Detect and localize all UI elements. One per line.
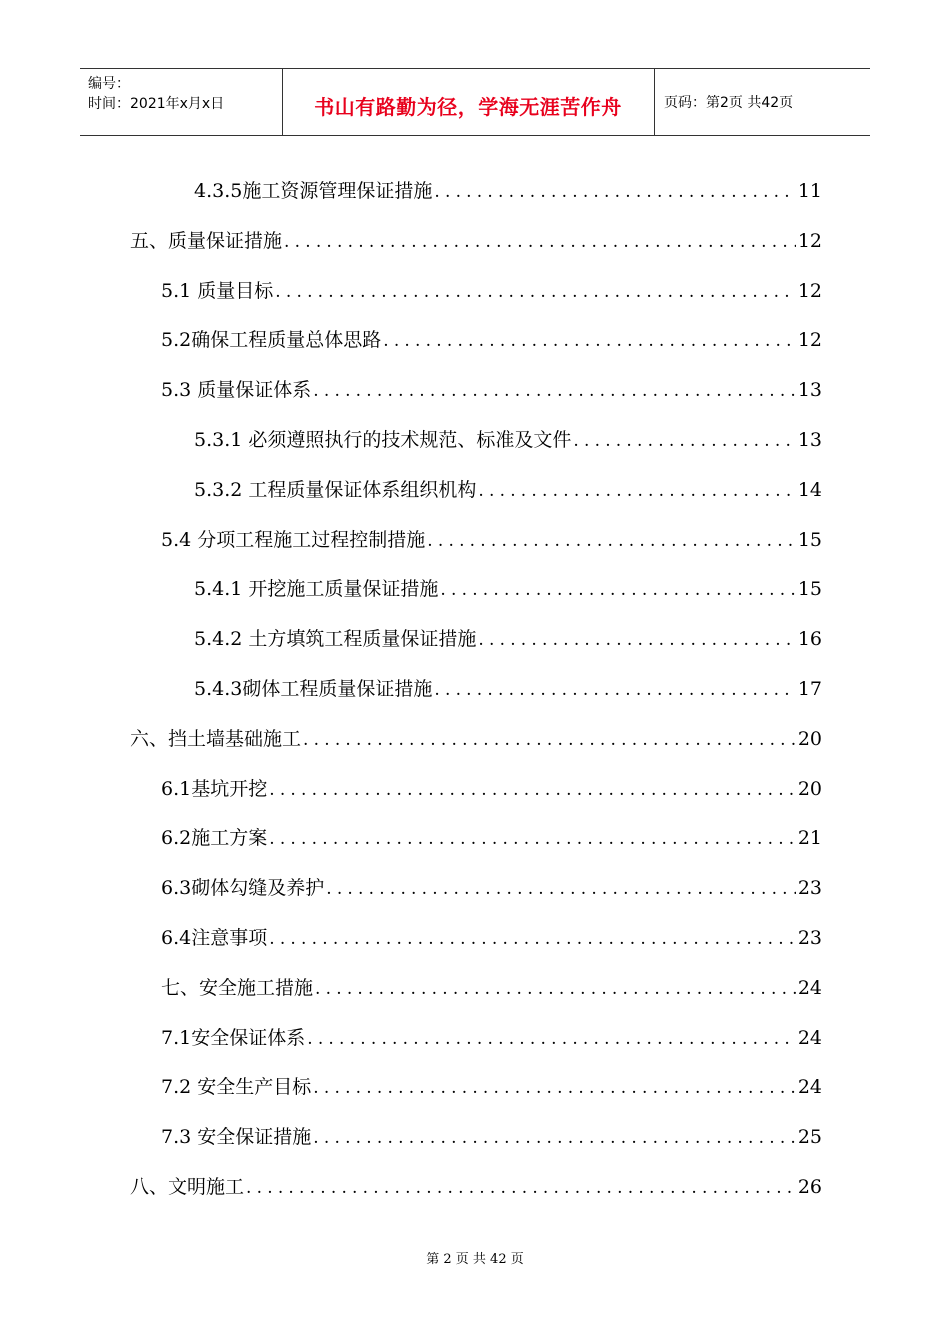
toc-entry[interactable] [161,873,822,903]
toc-entry[interactable] [194,425,822,455]
toc-entry-title: 7.1安全保证体系 [161,1027,306,1049]
toc-entry[interactable] [161,774,822,804]
toc-entry-title: 7.2 安全生产目标 [161,1076,312,1098]
toc-entry-page: 24 [797,1027,822,1049]
document-date: 时间：2021年x月x日 [88,96,225,112]
toc-leader-dots [440,575,795,605]
toc-entry[interactable] [130,724,822,754]
toc-entry-title: 6.2施工方案 [161,827,268,849]
page-footer: 第 2 页 共 42 页 [426,1252,524,1267]
toc-leader-dots [313,1123,796,1153]
toc-entry-page: 14 [797,479,822,501]
toc-entry-title: 6.4注意事项 [161,927,268,949]
toc-leader-dots [478,625,795,655]
toc-entry-title: 5.1 质量目标 [161,280,274,302]
toc-entry-title: 八、文明施工 [130,1176,245,1198]
toc-leader-dots [383,326,796,356]
toc-entry-title: 5.4.1 开挖施工质量保证措施 [194,578,439,600]
toc-entry[interactable] [194,624,822,654]
toc-leader-dots [303,725,796,755]
header-page-indicator: 页码：第2页 共42页 [664,95,794,111]
toc-leader-dots [315,974,796,1004]
toc-leader-dots [284,227,796,257]
toc-entry-title: 五、质量保证措施 [130,230,283,252]
toc-entry[interactable] [194,574,822,604]
toc-entry-page: 20 [797,728,822,750]
toc-entry-page: 11 [797,180,822,202]
toc-leader-dots [313,376,796,406]
toc-entry-title: 4.3.5施工资源管理保证措施 [194,180,433,202]
toc-entry-title: 5.4.2 土方填筑工程质量保证措施 [194,628,477,650]
toc-leader-dots [434,675,795,705]
toc-leader-dots [246,1173,796,1203]
toc-entry[interactable] [161,276,822,306]
toc-entry[interactable] [194,475,822,505]
toc-leader-dots [478,476,795,506]
toc-entry[interactable] [161,525,822,555]
toc-entry[interactable] [161,1023,822,1053]
toc-entry[interactable] [194,176,822,206]
toc-entry[interactable] [161,375,822,405]
toc-entry-page: 20 [797,778,822,800]
toc-leader-dots [427,526,796,556]
toc-entry-page: 17 [797,678,822,700]
toc-entry-title: 6.3砌体勾缝及养护 [161,877,325,899]
toc-leader-dots [269,775,796,805]
toc-entry-page: 12 [797,329,822,351]
toc-entry[interactable] [161,1122,822,1152]
toc-entry[interactable] [161,923,822,953]
toc-entry-title: 5.4.3砌体工程质量保证措施 [194,678,433,700]
toc-entry-page: 25 [797,1126,822,1148]
toc-entry-title: 7.3 安全保证措施 [161,1126,312,1148]
toc-leader-dots [275,277,796,307]
toc-entry-title: 5.3.2 工程质量保证体系组织机构 [194,479,477,501]
toc-leader-dots [434,177,795,207]
toc-entry-title: 七、安全施工措施 [161,977,314,999]
toc-entry-title: 5.4 分项工程施工过程控制措施 [161,529,426,551]
toc-entry-page: 12 [797,280,822,302]
toc-entry[interactable] [161,1072,822,1102]
toc-entry-page: 26 [797,1176,822,1198]
toc-entry-page: 23 [797,877,822,899]
toc-entry-page: 21 [797,827,822,849]
toc-entry[interactable] [161,973,822,1003]
toc-leader-dots [269,924,796,954]
toc-entry[interactable] [161,823,822,853]
toc-entry-page: 24 [797,977,822,999]
toc-leader-dots [307,1024,796,1054]
toc-entry[interactable] [194,674,822,704]
toc-entry[interactable] [161,325,822,355]
toc-entry[interactable] [130,226,822,256]
document-number-label: 编号： [88,76,130,92]
toc-entry-page: 23 [797,927,822,949]
toc-entry-page: 12 [797,230,822,252]
toc-entry-title: 5.2确保工程质量总体思路 [161,329,382,351]
toc-entry-page: 13 [797,379,822,401]
toc-entry-page: 13 [797,429,822,451]
header-motto: 书山有路勤为径，学海无涯苦作舟 [314,95,622,119]
toc-leader-dots [326,874,796,904]
toc-entry-title: 六、挡土墙基础施工 [130,728,302,750]
toc-entry-title: 5.3 质量保证体系 [161,379,312,401]
toc-entry-title: 5.3.1 必须遵照执行的技术规范、标准及文件 [194,429,572,451]
toc-entry-title: 6.1基坑开挖 [161,778,268,800]
toc-entry-page: 15 [797,529,822,551]
toc-entry-page: 15 [797,578,822,600]
toc-entry-page: 24 [797,1076,822,1098]
toc-entry-page: 16 [797,628,822,650]
toc-entry[interactable] [130,1172,822,1202]
toc-leader-dots [269,824,796,854]
toc-leader-dots [573,426,795,456]
toc-leader-dots [313,1073,796,1103]
